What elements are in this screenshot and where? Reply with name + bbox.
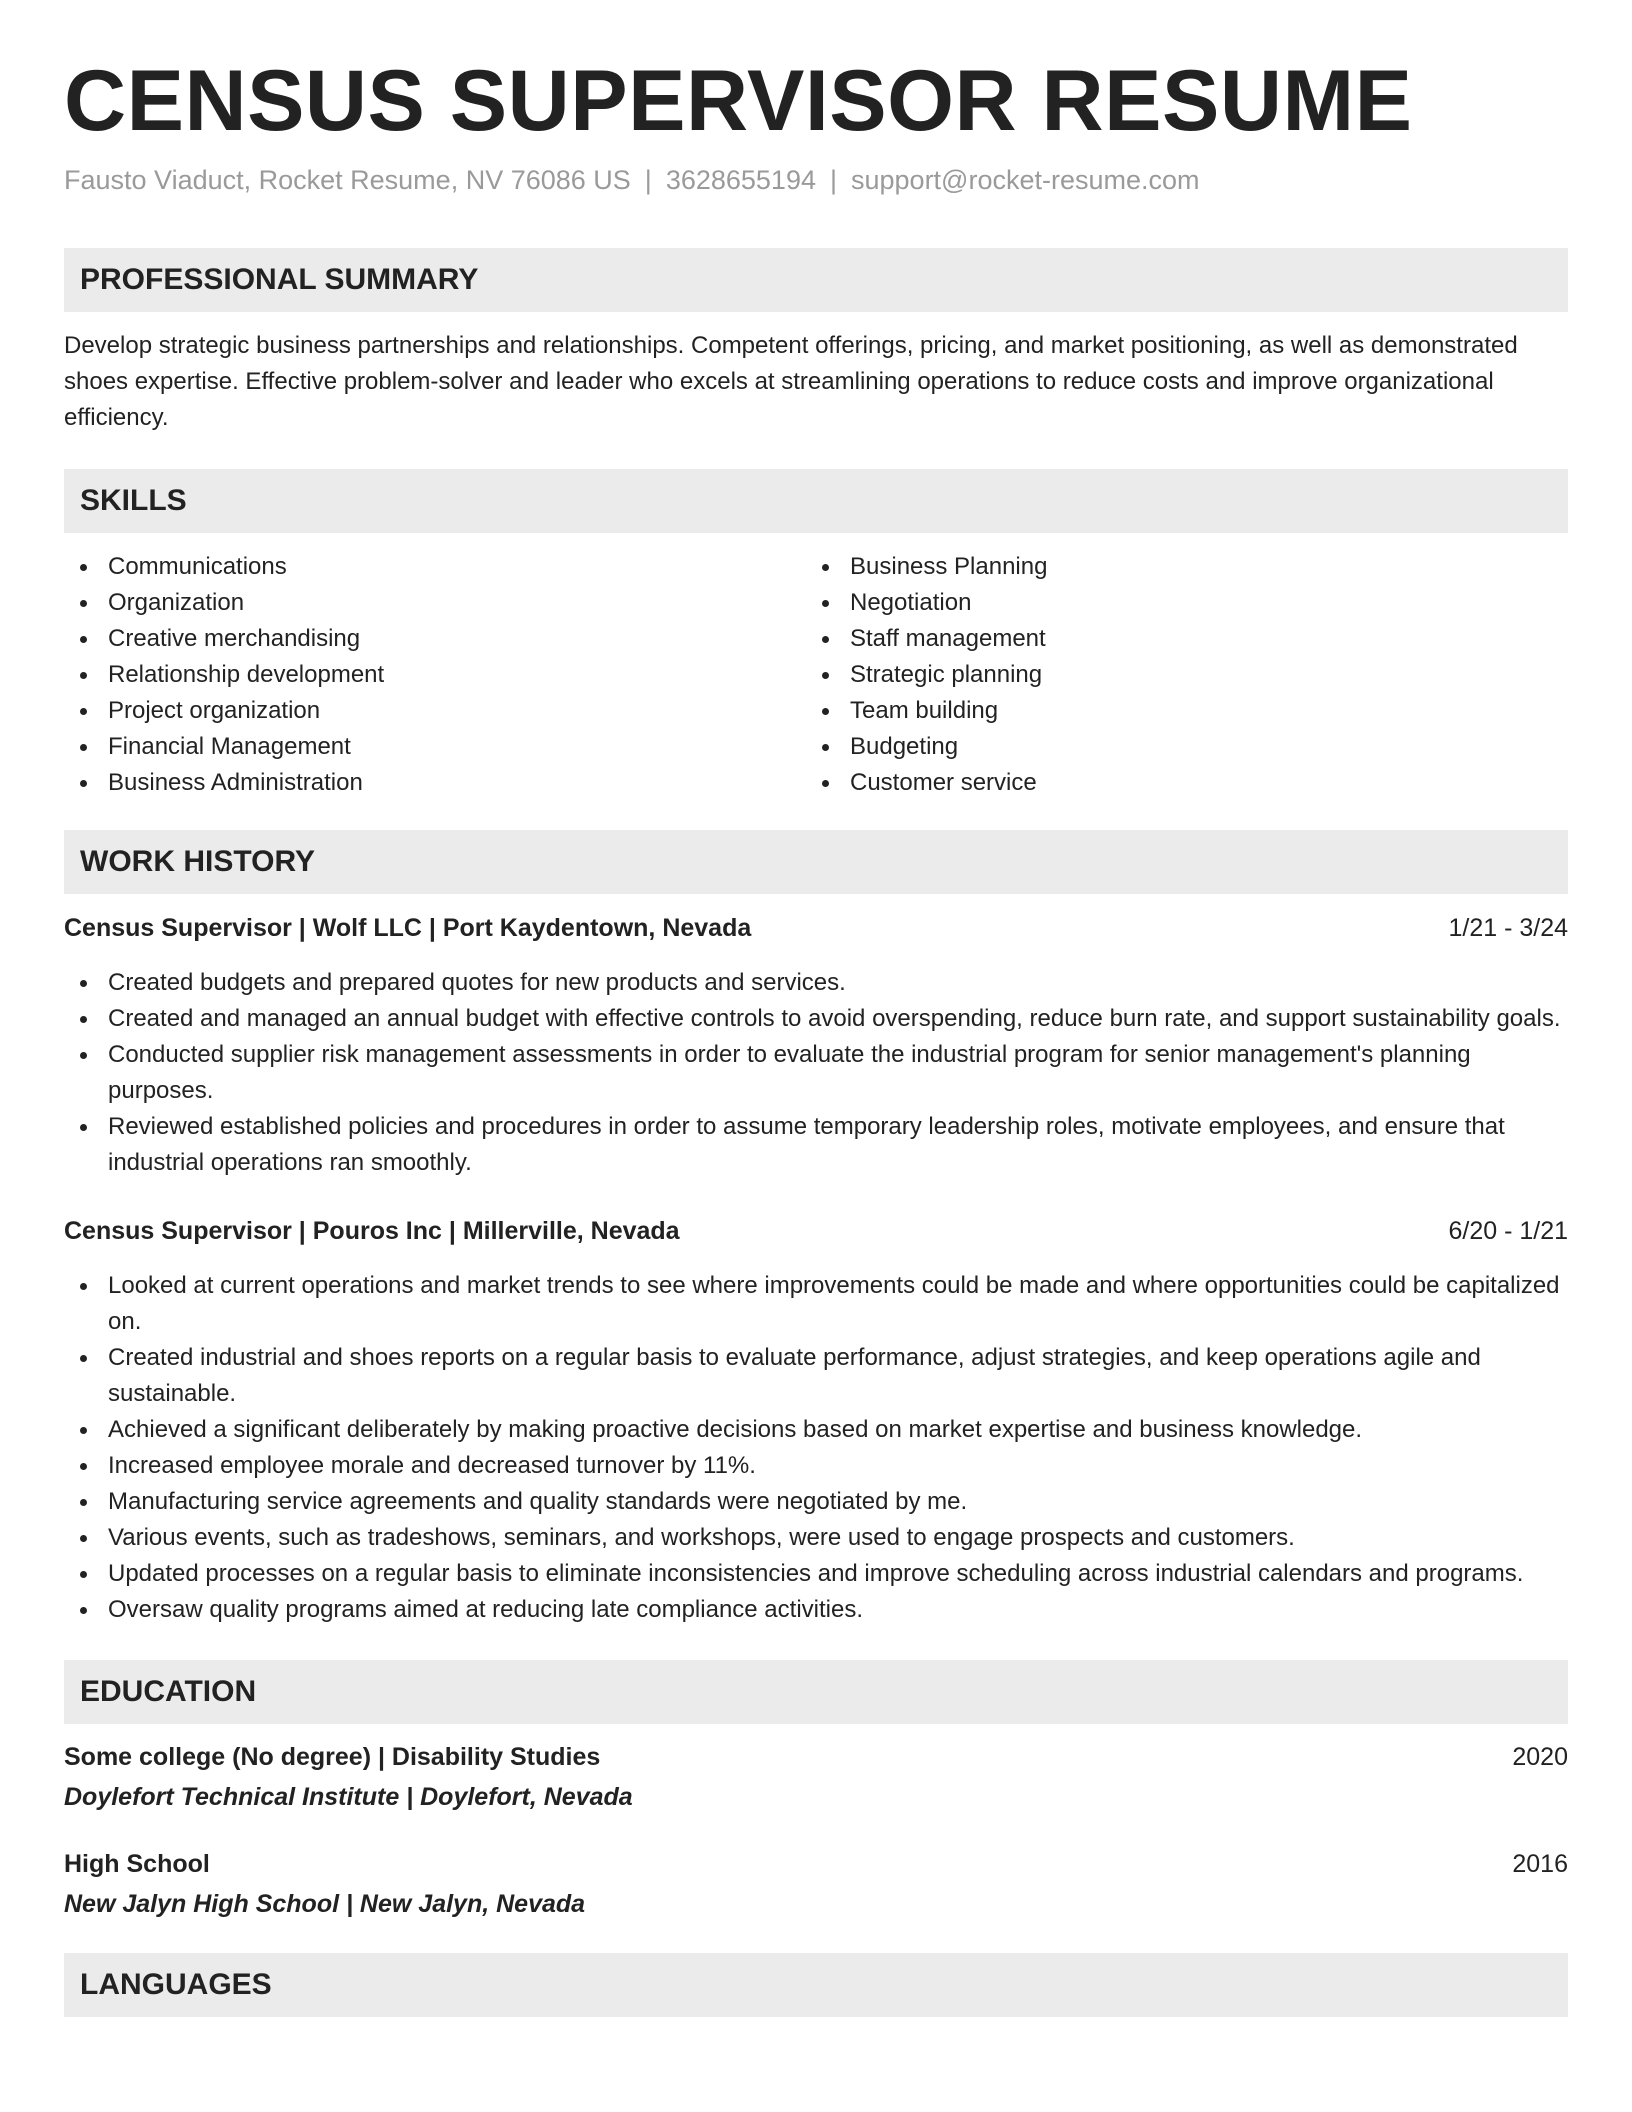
section-heading-languages: LANGUAGES xyxy=(64,1953,1568,2017)
skill-item: Strategic planning xyxy=(806,657,1548,693)
contact-phone: 3628655194 xyxy=(665,164,816,195)
education-degree: Some college (No degree) | Disability Studies xyxy=(64,1742,601,1771)
education-year: 2016 xyxy=(1512,1849,1568,1878)
education-header xyxy=(64,1846,1568,1882)
job-bullets xyxy=(64,1268,1568,1628)
contact-separator: | xyxy=(644,164,652,195)
resume-title: CENSUS SUPERVISOR RESUME xyxy=(64,53,1413,149)
skill-item: Relationship development xyxy=(64,657,806,693)
section-heading-work-history: WORK HISTORY xyxy=(64,830,1568,894)
skills-column-left xyxy=(64,549,806,801)
section-heading-education: EDUCATION xyxy=(64,1660,1568,1724)
job-bullet: Manufacturing service agreements and quality standards were negotiated by me. xyxy=(64,1484,1568,1520)
section-heading-skills: SKILLS xyxy=(64,469,1568,533)
job-bullet: Updated processes on a regular basis to eliminate inconsistencies and improve scheduling across industrial calendars and programs. xyxy=(64,1556,1568,1592)
job-header xyxy=(64,1213,1568,1249)
summary-text: Develop strategic business partnerships and relationships. Competent offerings, pricing, and market positioning, as well as demonstrated shoes expertise. Effective problem-solver and leader who excels at streamlining operations to reduce costs and improve organizational efficiency. xyxy=(64,331,1518,431)
job-bullet: Oversaw quality programs aimed at reducing late compliance activities. xyxy=(64,1592,1568,1628)
skill-item: Communications xyxy=(64,549,806,585)
skill-item: Organization xyxy=(64,585,806,621)
education-header xyxy=(64,1739,1568,1775)
job-bullet: Increased employee morale and decreased turnover by 11%. xyxy=(64,1448,1568,1484)
job-bullet: Looked at current operations and market trends to see where improvements could be made and where opportunities could be capitalized on. xyxy=(64,1268,1568,1340)
skill-item: Project organization xyxy=(64,693,806,729)
skill-item: Team building xyxy=(806,693,1548,729)
skill-item: Business Planning xyxy=(806,549,1548,585)
education-degree: High School xyxy=(64,1849,210,1878)
resume-page xyxy=(64,0,1568,2017)
job-bullet: Reviewed established policies and procedures in order to assume temporary leadership roles, motivate employees, and ensure that industrial operations ran smoothly. xyxy=(64,1109,1568,1181)
skill-item: Staff management xyxy=(806,621,1548,657)
skills-list xyxy=(64,549,1568,801)
job-header xyxy=(64,910,1568,946)
contact-line xyxy=(64,163,1568,198)
job-bullet: Various events, such as tradeshows, seminars, and workshops, were used to engage prospects and customers. xyxy=(64,1520,1568,1556)
job-bullet: Created industrial and shoes reports on a regular basis to evaluate performance, adjust strategies, and keep operations agile and sustainable. xyxy=(64,1340,1568,1412)
job-title: Census Supervisor | Wolf LLC | Port Kaydentown, Nevada xyxy=(64,913,752,942)
education-year: 2020 xyxy=(1512,1742,1568,1771)
skill-item: Negotiation xyxy=(806,585,1548,621)
job-bullet: Created and managed an annual budget with effective controls to avoid overspending, reduce burn rate, and support sustainability goals. xyxy=(64,1001,1568,1037)
education-school: Doylefort Technical Institute | Doylefort, Nevada xyxy=(64,1782,633,1811)
job-bullet: Achieved a significant deliberately by making proactive decisions based on market expertise and business knowledge. xyxy=(64,1412,1568,1448)
job-bullets xyxy=(64,965,1568,1181)
education-school: New Jalyn High School | New Jalyn, Nevada xyxy=(64,1889,586,1918)
contact-email: support@rocket-resume.com xyxy=(851,164,1200,195)
contact-separator: | xyxy=(829,164,837,195)
job-title: Census Supervisor | Pouros Inc | Millerville, Nevada xyxy=(64,1216,680,1245)
job-dates: 6/20 - 1/21 xyxy=(1448,1216,1568,1245)
skill-item: Financial Management xyxy=(64,729,806,765)
skill-item: Customer service xyxy=(806,765,1548,801)
job-bullet: Conducted supplier risk management assessments in order to evaluate the industrial program for senior management's planning purposes. xyxy=(64,1037,1568,1109)
contact-address: Fausto Viaduct, Rocket Resume, NV 76086 US xyxy=(64,164,631,195)
skill-item: Creative merchandising xyxy=(64,621,806,657)
job-bullet: Created budgets and prepared quotes for new products and services. xyxy=(64,965,1568,1001)
skills-column-right xyxy=(806,549,1548,801)
skill-item: Budgeting xyxy=(806,729,1548,765)
section-heading-summary: PROFESSIONAL SUMMARY xyxy=(64,248,1568,312)
skill-item: Business Administration xyxy=(64,765,806,801)
job-dates: 1/21 - 3/24 xyxy=(1448,913,1568,942)
